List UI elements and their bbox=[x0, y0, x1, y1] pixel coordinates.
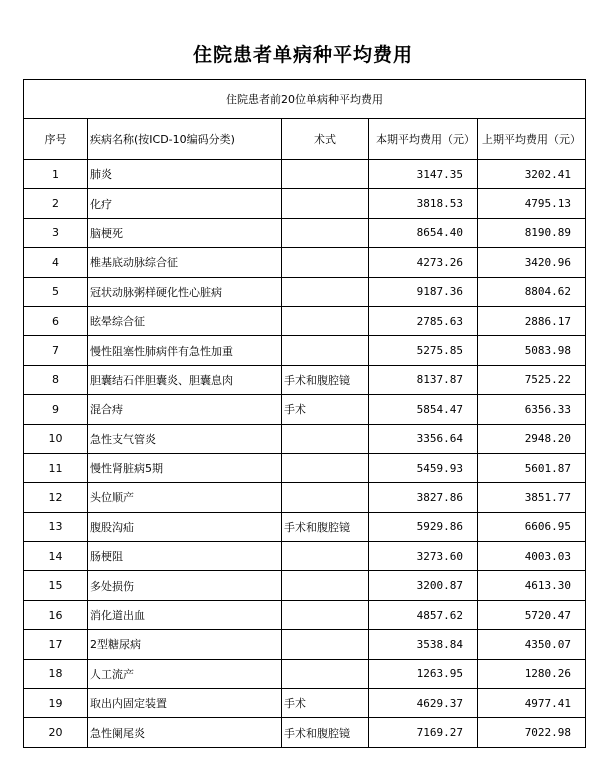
row-number: 20 bbox=[24, 718, 88, 747]
previous-cost: 2948.20 bbox=[478, 424, 586, 453]
current-cost: 8654.40 bbox=[369, 218, 478, 247]
current-cost: 3818.53 bbox=[369, 189, 478, 218]
row-number: 17 bbox=[24, 630, 88, 659]
disease-name: 人工流产 bbox=[88, 659, 282, 688]
cost-table bbox=[23, 79, 586, 748]
operation-type bbox=[282, 189, 369, 218]
header-current-cost: 本期平均费用（元） bbox=[369, 119, 478, 160]
current-cost: 3356.64 bbox=[369, 424, 478, 453]
previous-cost: 4003.03 bbox=[478, 542, 586, 571]
operation-type bbox=[282, 630, 369, 659]
current-cost: 5459.93 bbox=[369, 453, 478, 482]
table-row bbox=[24, 718, 586, 747]
operation-type bbox=[282, 306, 369, 335]
table-row bbox=[24, 336, 586, 365]
row-number: 13 bbox=[24, 512, 88, 541]
disease-name: 脑梗死 bbox=[88, 218, 282, 247]
previous-cost: 6606.95 bbox=[478, 512, 586, 541]
operation-type bbox=[282, 160, 369, 189]
current-cost: 5929.86 bbox=[369, 512, 478, 541]
operation-type bbox=[282, 248, 369, 277]
current-cost: 2785.63 bbox=[369, 306, 478, 335]
operation-type bbox=[282, 424, 369, 453]
table-row bbox=[24, 571, 586, 600]
row-number: 14 bbox=[24, 542, 88, 571]
table-row bbox=[24, 512, 586, 541]
current-cost: 4629.37 bbox=[369, 689, 478, 718]
disease-name: 急性阑尾炎 bbox=[88, 718, 282, 747]
current-cost: 5275.85 bbox=[369, 336, 478, 365]
row-number: 10 bbox=[24, 424, 88, 453]
disease-name: 肠梗阻 bbox=[88, 542, 282, 571]
disease-name: 胆囊结石伴胆囊炎、胆囊息肉 bbox=[88, 365, 282, 394]
row-number: 3 bbox=[24, 218, 88, 247]
table-row bbox=[24, 483, 586, 512]
previous-cost: 8190.89 bbox=[478, 218, 586, 247]
table-row bbox=[24, 453, 586, 482]
previous-cost: 7022.98 bbox=[478, 718, 586, 747]
row-number: 9 bbox=[24, 395, 88, 424]
operation-type bbox=[282, 483, 369, 512]
disease-name: 混合痔 bbox=[88, 395, 282, 424]
previous-cost: 5083.98 bbox=[478, 336, 586, 365]
disease-name: 慢性肾脏病5期 bbox=[88, 453, 282, 482]
row-number: 4 bbox=[24, 248, 88, 277]
current-cost: 3827.86 bbox=[369, 483, 478, 512]
disease-name: 多处损伤 bbox=[88, 571, 282, 600]
table-row bbox=[24, 424, 586, 453]
current-cost: 1263.95 bbox=[369, 659, 478, 688]
disease-name: 腹股沟疝 bbox=[88, 512, 282, 541]
previous-cost: 1280.26 bbox=[478, 659, 586, 688]
previous-cost: 4613.30 bbox=[478, 571, 586, 600]
previous-cost: 7525.22 bbox=[478, 365, 586, 394]
table-row bbox=[24, 542, 586, 571]
row-number: 11 bbox=[24, 453, 88, 482]
previous-cost: 4795.13 bbox=[478, 189, 586, 218]
row-number: 15 bbox=[24, 571, 88, 600]
row-number: 1 bbox=[24, 160, 88, 189]
header-name: 疾病名称(按ICD-10编码分类) bbox=[88, 119, 282, 160]
operation-type: 手术 bbox=[282, 689, 369, 718]
disease-name: 化疗 bbox=[88, 189, 282, 218]
header-previous-cost: 上期平均费用（元） bbox=[478, 119, 586, 160]
table-row bbox=[24, 218, 586, 247]
operation-type: 手术和腹腔镜 bbox=[282, 512, 369, 541]
table-header-row bbox=[24, 119, 586, 160]
row-number: 6 bbox=[24, 306, 88, 335]
operation-type bbox=[282, 336, 369, 365]
disease-name: 急性支气管炎 bbox=[88, 424, 282, 453]
current-cost: 4857.62 bbox=[369, 600, 478, 629]
operation-type bbox=[282, 277, 369, 306]
table-row bbox=[24, 160, 586, 189]
operation-type bbox=[282, 218, 369, 247]
current-cost: 3147.35 bbox=[369, 160, 478, 189]
current-cost: 4273.26 bbox=[369, 248, 478, 277]
row-number: 18 bbox=[24, 659, 88, 688]
table-caption: 住院患者前20位单病种平均费用 bbox=[24, 80, 586, 119]
previous-cost: 4350.07 bbox=[478, 630, 586, 659]
current-cost: 7169.27 bbox=[369, 718, 478, 747]
operation-type: 手术和腹腔镜 bbox=[282, 718, 369, 747]
disease-name: 冠状动脉粥样硬化性心脏病 bbox=[88, 277, 282, 306]
current-cost: 8137.87 bbox=[369, 365, 478, 394]
previous-cost: 3851.77 bbox=[478, 483, 586, 512]
previous-cost: 3202.41 bbox=[478, 160, 586, 189]
table-row bbox=[24, 600, 586, 629]
row-number: 12 bbox=[24, 483, 88, 512]
current-cost: 9187.36 bbox=[369, 277, 478, 306]
table-row bbox=[24, 689, 586, 718]
current-cost: 3538.84 bbox=[369, 630, 478, 659]
previous-cost: 6356.33 bbox=[478, 395, 586, 424]
operation-type: 手术和腹腔镜 bbox=[282, 365, 369, 394]
document-title: 住院患者单病种平均费用 bbox=[192, 44, 413, 66]
current-cost: 3273.60 bbox=[369, 542, 478, 571]
previous-cost: 4977.41 bbox=[478, 689, 586, 718]
row-number: 16 bbox=[24, 600, 88, 629]
previous-cost: 8804.62 bbox=[478, 277, 586, 306]
current-cost: 3200.87 bbox=[369, 571, 478, 600]
disease-name: 椎基底动脉综合征 bbox=[88, 248, 282, 277]
operation-type bbox=[282, 659, 369, 688]
previous-cost: 5601.87 bbox=[478, 453, 586, 482]
row-number: 8 bbox=[24, 365, 88, 394]
operation-type bbox=[282, 453, 369, 482]
disease-name: 取出内固定装置 bbox=[88, 689, 282, 718]
table-row bbox=[24, 306, 586, 335]
previous-cost: 2886.17 bbox=[478, 306, 586, 335]
table-row bbox=[24, 277, 586, 306]
disease-name: 消化道出血 bbox=[88, 600, 282, 629]
operation-type: 手术 bbox=[282, 395, 369, 424]
disease-name: 2型糖尿病 bbox=[88, 630, 282, 659]
disease-name: 头位顺产 bbox=[88, 483, 282, 512]
table-row bbox=[24, 248, 586, 277]
row-number: 19 bbox=[24, 689, 88, 718]
header-no: 序号 bbox=[24, 119, 88, 160]
disease-name: 眩晕综合征 bbox=[88, 306, 282, 335]
table-caption-row bbox=[24, 80, 586, 119]
table-row bbox=[24, 395, 586, 424]
table-body bbox=[24, 160, 586, 748]
disease-name: 肺炎 bbox=[88, 160, 282, 189]
row-number: 7 bbox=[24, 336, 88, 365]
operation-type bbox=[282, 571, 369, 600]
table-row bbox=[24, 189, 586, 218]
operation-type bbox=[282, 600, 369, 629]
previous-cost: 3420.96 bbox=[478, 248, 586, 277]
operation-type bbox=[282, 542, 369, 571]
row-number: 5 bbox=[24, 277, 88, 306]
table-row bbox=[24, 659, 586, 688]
disease-name: 慢性阻塞性肺病伴有急性加重 bbox=[88, 336, 282, 365]
row-number: 2 bbox=[24, 189, 88, 218]
current-cost: 5854.47 bbox=[369, 395, 478, 424]
table-row bbox=[24, 365, 586, 394]
header-op: 术式 bbox=[282, 119, 369, 160]
table-row bbox=[24, 630, 586, 659]
previous-cost: 5720.47 bbox=[478, 600, 586, 629]
